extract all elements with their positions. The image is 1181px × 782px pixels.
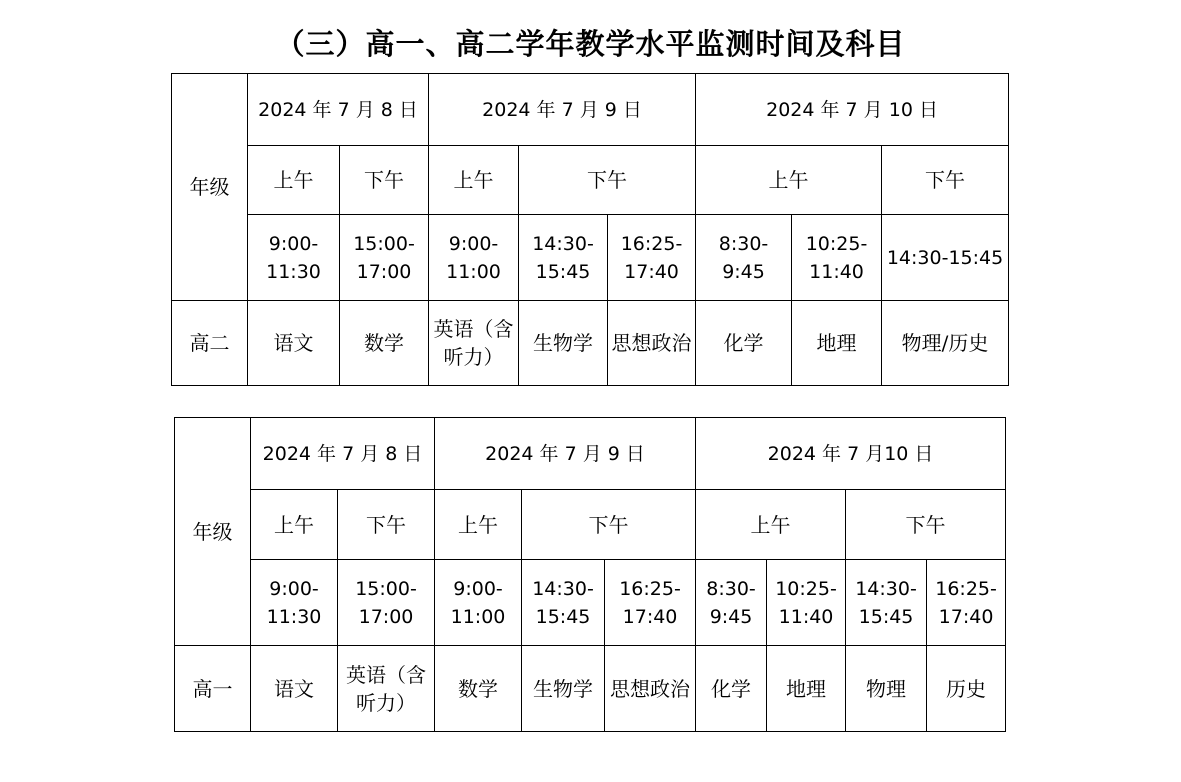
- date-cell: 2024 年 7 月 9 日: [429, 74, 696, 146]
- date-cell: 2024 年 7 月 10 日: [696, 74, 1009, 146]
- time-cell: 10:25-11:40: [767, 560, 846, 646]
- period-cell: 上午: [248, 146, 340, 215]
- grade-header: 年级: [175, 418, 251, 646]
- period-cell: 下午: [340, 146, 429, 215]
- time-cell: 14:30-15:45: [522, 560, 605, 646]
- grade-2-schedule-table: [171, 73, 1009, 386]
- period-cell: 下午: [519, 146, 696, 215]
- period-cell: 上午: [429, 146, 519, 215]
- time-cell: 14:30-15:45: [846, 560, 927, 646]
- time-cell: 15:00-17:00: [340, 215, 429, 301]
- period-cell: 下午: [846, 490, 1006, 560]
- page-title: （三）高一、高二学年教学水平监测时间及科目: [275, 27, 906, 61]
- subject-cell: 化学: [696, 301, 792, 386]
- period-cell: 上午: [696, 146, 882, 215]
- subject-cell: 地理: [792, 301, 882, 386]
- time-cell: 8:30-9:45: [696, 560, 767, 646]
- period-cell: 上午: [435, 490, 522, 560]
- subject-cell: 物理/历史: [882, 301, 1009, 386]
- subject-cell: 生物学: [522, 646, 605, 732]
- subject-cell: 化学: [696, 646, 767, 732]
- time-row: [172, 215, 1009, 301]
- time-cell: 14:30-15:45: [882, 215, 1009, 301]
- period-cell: 下午: [338, 490, 435, 560]
- subject-cell: 物理: [846, 646, 927, 732]
- time-cell: 8:30-9:45: [696, 215, 792, 301]
- date-cell: 2024 年 7 月 8 日: [248, 74, 429, 146]
- subject-cell: 生物学: [519, 301, 608, 386]
- time-cell: 16:25-17:40: [608, 215, 696, 301]
- subject-cell: 语文: [248, 301, 340, 386]
- grade-label: 高一: [175, 646, 251, 732]
- subject-cell: 语文: [251, 646, 338, 732]
- subject-cell: 英语（含听力）: [429, 301, 519, 386]
- time-cell: 16:25-17:40: [927, 560, 1006, 646]
- period-cell: 上午: [696, 490, 846, 560]
- time-cell: 14:30-15:45: [519, 215, 608, 301]
- time-cell: 10:25-11:40: [792, 215, 882, 301]
- date-cell: 2024 年 7 月 8 日: [251, 418, 435, 490]
- period-row: [172, 146, 1009, 215]
- subject-cell: 地理: [767, 646, 846, 732]
- subject-row: [172, 301, 1009, 386]
- period-cell: 上午: [251, 490, 338, 560]
- time-cell: 9:00-11:00: [435, 560, 522, 646]
- date-cell: 2024 年 7 月10 日: [696, 418, 1006, 490]
- time-row: [175, 560, 1006, 646]
- date-cell: 2024 年 7 月 9 日: [435, 418, 696, 490]
- subject-cell: 思想政治: [608, 301, 696, 386]
- date-row: [175, 418, 1006, 490]
- grade-1-schedule-table: [174, 417, 1006, 732]
- subject-cell: 思想政治: [605, 646, 696, 732]
- period-cell: 下午: [522, 490, 696, 560]
- period-cell: 下午: [882, 146, 1009, 215]
- subject-cell: 英语（含听力）: [338, 646, 435, 732]
- grade-header: 年级: [172, 74, 248, 301]
- subject-cell: 数学: [435, 646, 522, 732]
- grade-label: 高二: [172, 301, 248, 386]
- subject-cell: 数学: [340, 301, 429, 386]
- period-row: [175, 490, 1006, 560]
- time-cell: 9:00-11:00: [429, 215, 519, 301]
- time-cell: 9:00-11:30: [248, 215, 340, 301]
- time-cell: 9:00-11:30: [251, 560, 338, 646]
- subject-row: [175, 646, 1006, 732]
- time-cell: 15:00-17:00: [338, 560, 435, 646]
- subject-cell: 历史: [927, 646, 1006, 732]
- time-cell: 16:25-17:40: [605, 560, 696, 646]
- date-row: [172, 74, 1009, 146]
